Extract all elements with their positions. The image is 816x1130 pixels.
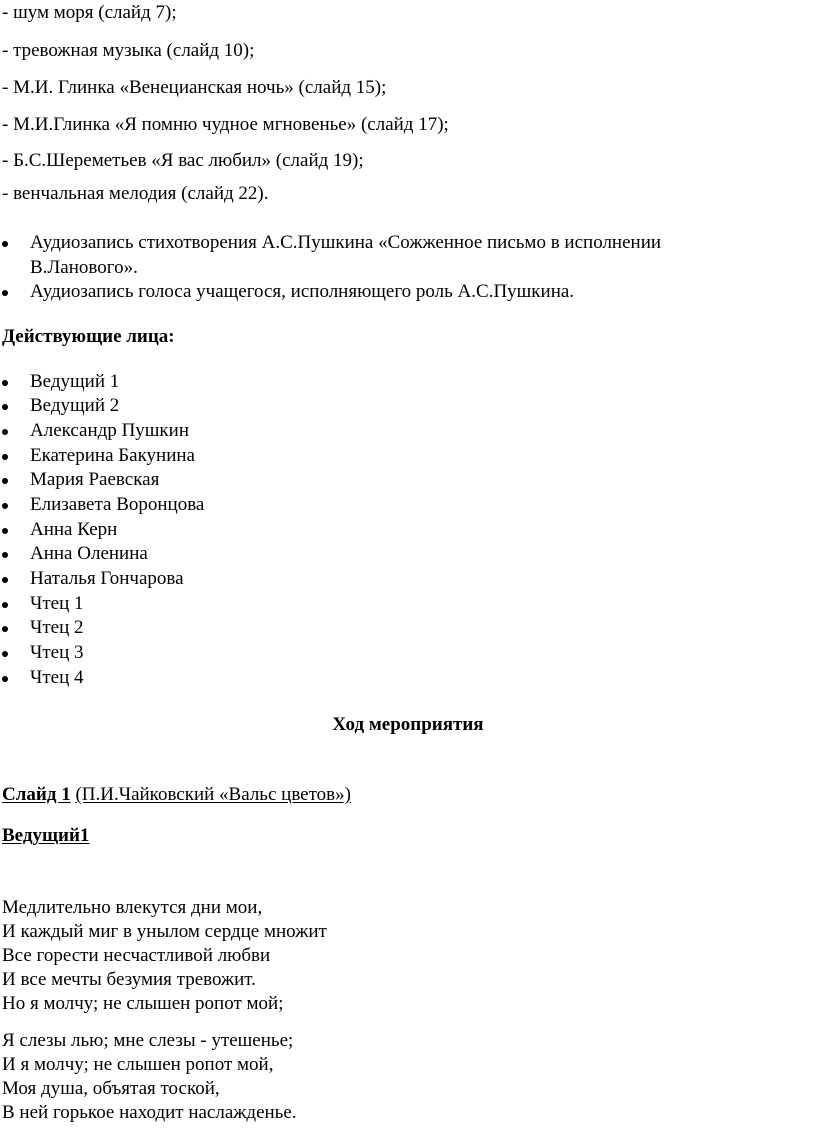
bullet-icon xyxy=(2,552,8,558)
characters-heading: Действующие лица: xyxy=(2,326,175,347)
poem-line: И каждый миг в унылом сердце множит xyxy=(2,921,327,942)
bullet-icon xyxy=(2,528,8,534)
bullet-icon xyxy=(2,290,8,296)
bullet-icon xyxy=(2,676,8,682)
list-item: - Б.С.Шереметьев «Я вас любил» (слайд 19); xyxy=(2,150,364,171)
bullet-icon xyxy=(2,626,8,632)
poem-line: И я молчу; не слышен ропот мой, xyxy=(2,1054,274,1075)
list-item: Наталья Гончарова xyxy=(30,568,184,589)
bullet-icon xyxy=(2,602,8,608)
bullet-icon xyxy=(2,503,8,509)
bullet-icon xyxy=(2,241,8,247)
poem-line: И все мечты безумия тревожит. xyxy=(2,969,256,990)
poem-line: Моя душа, объятая тоской, xyxy=(2,1078,220,1099)
slide-label: Слайд 1 xyxy=(2,784,71,805)
list-item: Елизавета Воронцова xyxy=(30,494,205,515)
event-title: Ход мероприятия xyxy=(332,714,484,735)
speaker-label: Ведущий1 xyxy=(2,825,90,846)
list-item: - тревожная музыка (слайд 10); xyxy=(2,40,255,61)
list-item: - венчальная мелодия (слайд 22). xyxy=(2,183,269,204)
list-item: Аудиозапись голоса учащегося, исполняющего роль А.С.Пушкина. xyxy=(30,281,575,302)
list-item: Анна Оленина xyxy=(30,543,148,564)
list-item: Чтец 3 xyxy=(30,642,84,663)
poem-line: Но я молчу; не слышен ропот мой; xyxy=(2,993,284,1014)
list-item: Аудиозапись стихотворения А.С.Пушкина «Сожженное письмо в исполнении xyxy=(30,232,662,253)
bullet-icon xyxy=(2,478,8,484)
slide-heading xyxy=(2,784,351,806)
bullet-icon xyxy=(2,380,8,386)
list-item: Екатерина Бакунина xyxy=(30,445,195,466)
poem-line: Медлительно влекутся дни мои, xyxy=(2,897,263,918)
list-item: Ведущий 2 xyxy=(30,395,120,416)
poem-line: В ней горькое находит наслажденье. xyxy=(2,1102,297,1123)
list-item: - М.И.Глинка «Я помню чудное мгновенье» (слайд 17); xyxy=(2,114,449,135)
list-item: Мария Раевская xyxy=(30,469,160,490)
list-item: Чтец 1 xyxy=(30,593,84,614)
list-item-continuation: В.Ланового». xyxy=(30,257,138,278)
list-item: - М.И. Глинка «Венецианская ночь» (слайд 15); xyxy=(2,77,387,98)
list-item: Анна Керн xyxy=(30,519,118,540)
list-item: Александр Пушкин xyxy=(30,420,189,441)
list-item: Чтец 4 xyxy=(30,667,84,688)
list-item: Чтец 2 xyxy=(30,617,84,638)
bullet-icon xyxy=(2,651,8,657)
bullet-icon xyxy=(2,454,8,460)
bullet-icon xyxy=(2,404,8,410)
slide-note: (П.И.Чайковский «Вальс цветов») xyxy=(75,784,351,805)
bullet-icon xyxy=(2,577,8,583)
poem-line: Все горести несчастливой любви xyxy=(2,945,271,966)
bullet-icon xyxy=(2,429,8,435)
list-item: Ведущий 1 xyxy=(30,371,120,392)
poem-line: Я слезы лью; мне слезы - утешенье; xyxy=(2,1030,294,1051)
list-item: - шум моря (слайд 7); xyxy=(2,2,177,23)
